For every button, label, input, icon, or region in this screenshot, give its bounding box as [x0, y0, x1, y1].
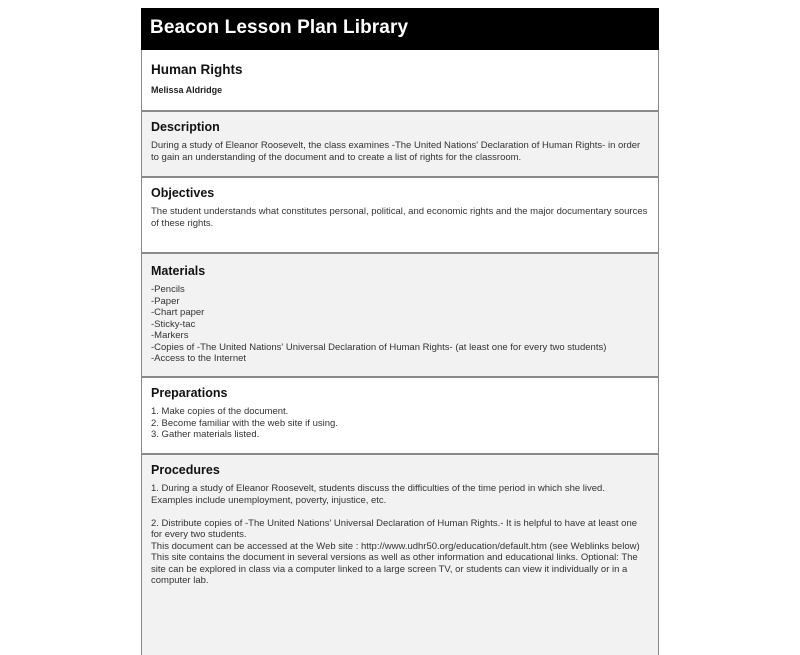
preparations-section — [141, 378, 659, 455]
lesson-title: Human Rights — [151, 62, 243, 77]
materials-heading: Materials — [151, 264, 206, 278]
procedures-heading: Procedures — [151, 463, 220, 477]
materials-item: -Access to the Internet — [151, 353, 247, 364]
site-title: Beacon Lesson Plan Library — [150, 17, 409, 38]
materials-item: -Markers — [151, 330, 189, 341]
objectives-heading: Objectives — [151, 186, 215, 200]
description-heading: Description — [151, 120, 220, 134]
materials-item: -Sticky-tac — [151, 318, 196, 330]
procedure-step-2-site: This site contains the document in several versions as well as other information and educational links. Optional: The site can be explored in class via a computer linked to a large screen TV, or students can view it individually or in a computer lab. — [151, 552, 638, 586]
materials-item: -Paper — [151, 295, 180, 307]
preparations-item: 1. Make copies of the document. — [151, 406, 289, 417]
preparations-heading: Preparations — [151, 386, 228, 400]
procedures-text — [151, 483, 649, 587]
site-banner — [141, 8, 659, 50]
materials-section — [141, 254, 659, 378]
preparations-item: 3. Gather materials listed. — [151, 429, 260, 440]
lesson-title-section — [141, 50, 659, 112]
materials-item: -Copies of -The United Nations' Universal Declaration of Human Rights- (at least one for every two students) — [151, 341, 607, 353]
description-text: During a study of Eleanor Roosevelt, the class examines -The United Nations' Declaration of Human Rights- in order to gain an understanding of the document and to create a list of rights for the classroom. — [151, 140, 641, 163]
preparations-item: 2. Become familiar with the web site if using. — [151, 417, 338, 429]
description-section — [141, 112, 659, 178]
objectives-text: The student understands what constitutes personal, political, and economic rights and the major documentary sources of these rights. — [151, 206, 648, 229]
materials-list — [151, 284, 649, 365]
objectives-section — [141, 178, 659, 254]
materials-item: -Chart paper — [151, 307, 205, 318]
preparations-list — [151, 406, 649, 441]
paragraph-spacer — [151, 506, 649, 518]
materials-item: -Pencils — [151, 284, 185, 295]
procedures-section — [141, 455, 659, 655]
procedure-step-2: 2. Distribute copies of -The United Nations' Universal Declaration of Human Rights.- It is helpful to have at least one for every two students. — [151, 517, 638, 540]
procedure-step-2-access: This document can be accessed at the Web site : http://www.udhr50.org/education/default.htm (see Weblinks below) — [151, 540, 640, 552]
procedure-step-1: 1. During a study of Eleanor Roosevelt, students discuss the difficulties of the time period in which she lived. Examples include unemployment, poverty, injustice, etc. — [151, 483, 605, 506]
lesson-author: Melissa Aldridge — [151, 85, 223, 95]
lesson-plan-page — [141, 8, 659, 655]
